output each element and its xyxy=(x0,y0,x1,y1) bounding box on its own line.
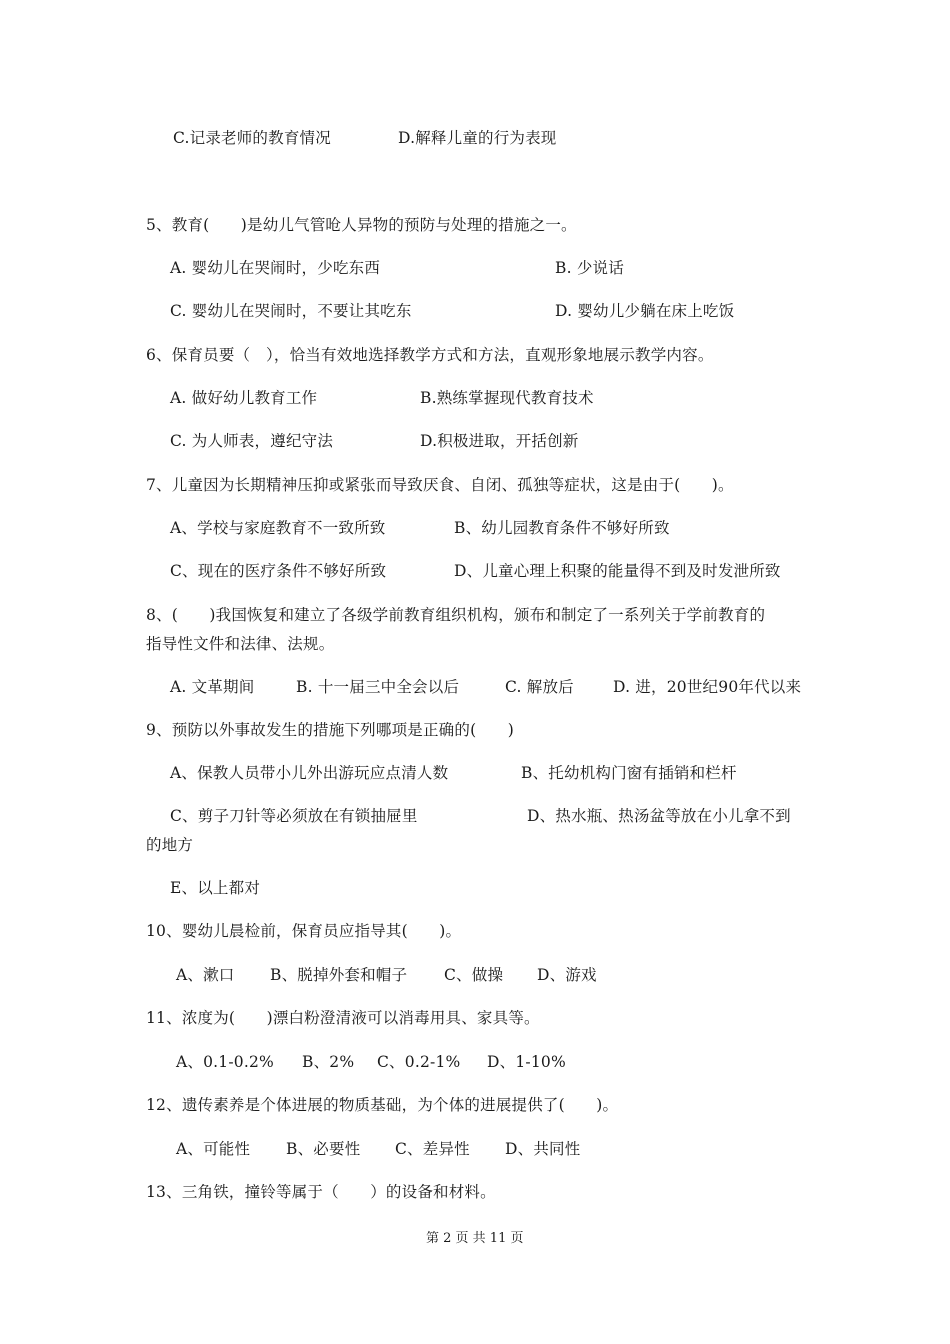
question-9-option-b: B、托幼机构门窗有插销和栏杆 xyxy=(521,764,737,782)
question-9-option-a: A、保教人员带小儿外出游玩应点清人数 xyxy=(170,764,449,782)
question-12-option-b: B、必要性 xyxy=(286,1140,361,1158)
question-8-stem-line2: 指导性文件和法律、法规。 xyxy=(146,635,335,653)
question-7-option-d: D、儿童心理上积聚的能量得不到及时发泄所致 xyxy=(454,562,781,580)
question-5-option-d: D. 婴幼儿少躺在床上吃饭 xyxy=(555,302,735,320)
question-7-stem: 7、儿童因为长期精神压抑或紧张而导致厌食、自闭、孤独等症状，这是由于( )。 xyxy=(146,476,734,494)
question-5-option-a: A. 婴幼儿在哭闹时，少吃东西 xyxy=(170,259,381,277)
option-d: D.解释儿童的行为表现 xyxy=(398,129,557,147)
question-7-option-c: C、现在的医疗条件不够好所致 xyxy=(170,562,387,580)
question-12-stem: 12、遗传素养是个体进展的物质基础，为个体的进展提供了( )。 xyxy=(146,1096,619,1114)
page-number-footer: 第 2 页 共 11 页 xyxy=(426,1231,524,1246)
question-8-option-c: C. 解放后 xyxy=(505,678,574,696)
question-6-option-c: C. 为人师表，遵纪守法 xyxy=(170,432,334,450)
question-9-option-d: D、热水瓶、热汤盆等放在小儿拿不到 xyxy=(527,807,791,825)
question-6-option-d: D.积极进取，开括创新 xyxy=(420,432,579,450)
question-12-option-c: C、差异性 xyxy=(395,1140,470,1158)
question-10-option-c: C、做操 xyxy=(444,966,504,984)
question-7-option-a: A、学校与家庭教育不一致所致 xyxy=(170,519,386,537)
question-6-option-a: A. 做好幼儿教育工作 xyxy=(170,389,318,407)
option-c: C.记录老师的教育情况 xyxy=(173,129,331,147)
question-10-option-d: D、游戏 xyxy=(537,966,597,984)
question-6-stem: 6、保育员要（ ），恰当有效地选择教学方式和方法，直观形象地展示教学内容。 xyxy=(146,346,714,364)
question-11-option-c: C、0.2-1% xyxy=(377,1053,461,1071)
question-9-option-c: C、剪子刀针等必须放在有锁抽屉里 xyxy=(170,807,418,825)
question-12-option-d: D、共同性 xyxy=(505,1140,581,1158)
question-9-stem: 9、预防以外事故发生的措施下列哪项是正确的( ) xyxy=(146,721,514,739)
question-6-option-b: B.熟练掌握现代教育技术 xyxy=(420,389,594,407)
question-11-option-a: A、0.1-0.2% xyxy=(176,1053,274,1071)
question-9-option-e: E、以上都对 xyxy=(170,879,261,897)
question-5-stem: 5、教育( )是幼儿气管呛人异物的预防与处理的措施之一。 xyxy=(146,216,577,234)
question-8-option-a: A. 文革期间 xyxy=(170,678,255,696)
question-8-stem-line1: 8、( )我国恢复和建立了各级学前教育组织机构，颁布和制定了一系列关于学前教育的 xyxy=(146,606,766,624)
question-8-option-b: B. 十一届三中全会以后 xyxy=(296,678,460,696)
question-10-stem: 10、婴幼儿晨检前，保育员应指导其( )。 xyxy=(146,922,462,940)
question-13-stem: 13、三角铁，撞铃等属于（ ）的设备和材料。 xyxy=(146,1183,496,1201)
question-11-stem: 11、浓度为( )漂白粉澄清液可以消毒用具、家具等。 xyxy=(146,1009,540,1027)
question-5-option-b: B. 少说话 xyxy=(555,259,624,277)
question-10-option-b: B、脱掉外套和帽子 xyxy=(270,966,408,984)
question-8-option-d: D. 进，20世纪90年代以来 xyxy=(613,678,802,696)
question-5-option-c: C. 婴幼儿在哭闹时，不要让其吃东 xyxy=(170,302,412,320)
question-11-option-d: D、1-10% xyxy=(487,1053,566,1071)
question-12-option-a: A、可能性 xyxy=(176,1140,251,1158)
question-9-option-d-cont: 的地方 xyxy=(146,836,194,854)
question-7-option-b: B、幼儿园教育条件不够好所致 xyxy=(454,519,670,537)
question-11-option-b: B、2% xyxy=(302,1053,355,1071)
question-10-option-a: A、漱口 xyxy=(176,966,235,984)
